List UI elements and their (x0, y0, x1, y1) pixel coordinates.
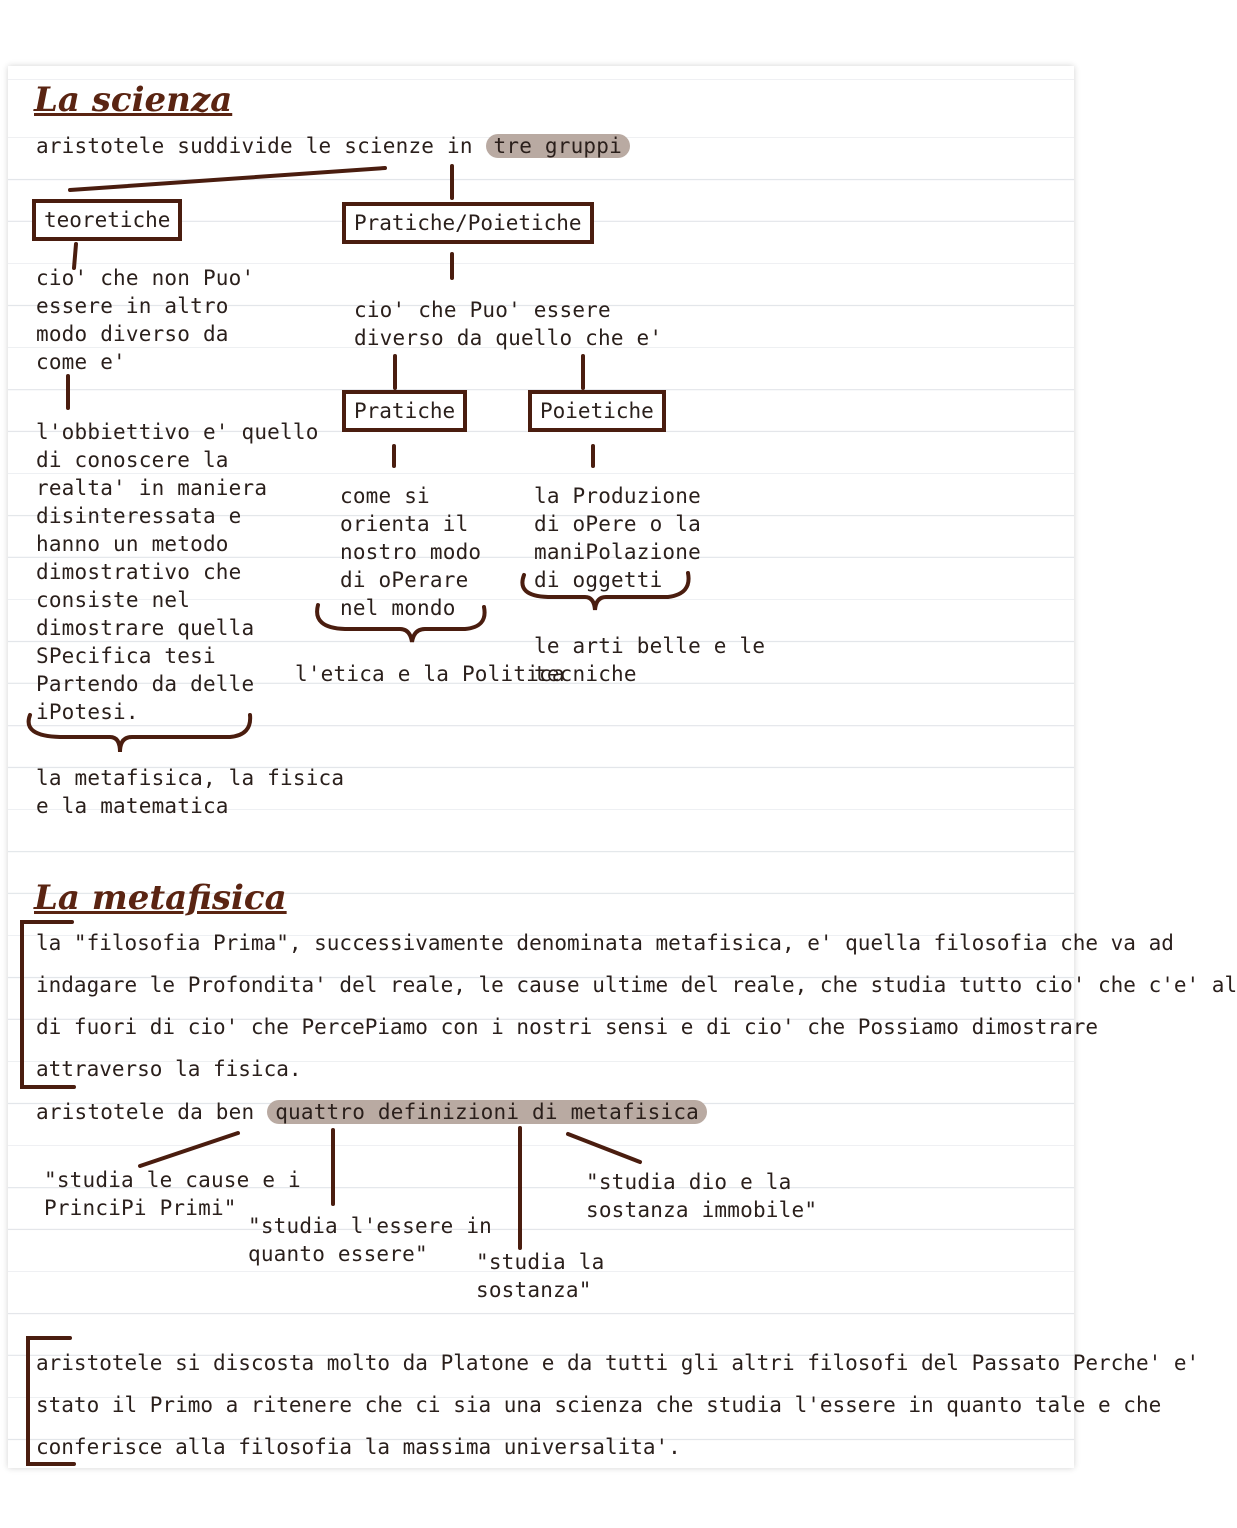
conclusion-line: stato il Primo a ritenere che ci sia una scienza che studia l'essere in quanto tale e che (36, 1393, 1162, 1417)
section-title-scienza: La scienza (34, 80, 233, 120)
definizione-cause: "studia le cause e i PrinciPi Primi" (44, 1168, 301, 1220)
teoretiche-obiettivo: l'obbiettivo e' quello di conoscere la realta' in maniera disinteressata e hanno un metodo dimostrativo che consiste nel dimostrare quella SPecifica tesi Partendo da delle iPotesi. (36, 420, 319, 724)
teoretiche-definition: cio' che non Puo' essere in altro modo diverso da come e' (36, 266, 255, 374)
definitions-highlight: quattro definizioni di metafisica (267, 1100, 707, 1124)
pratiche-poietiche-definition: cio' che Puo' essere diverso da quello che e' (354, 298, 663, 350)
box-poietiche: Poietiche (528, 390, 666, 432)
paragraph-line: di fuori di cio' che PercePiamo con i nostri sensi e di cio' che Possiamo dimostrare (36, 1015, 1099, 1039)
definizione-essere: "studia l'essere in quanto essere" (248, 1214, 493, 1266)
box-pratiche-poietiche: Pratiche/Poietiche (342, 202, 594, 244)
box-pratiche: Pratiche (342, 390, 467, 432)
definitions-intro: aristotele da ben (36, 1100, 268, 1124)
paragraph-line: la "filosofia Prima", successivamente denominata metafisica, e' quella filosofia che va ad (36, 931, 1174, 955)
poietiche-esempi: le arti belle e le tecniche (534, 634, 766, 686)
metafisica-paragraph (36, 922, 1237, 1090)
intro-highlight: tre gruppi (486, 134, 630, 158)
poietiche-definition: la Produzione di oPere o la maniPolazione di oggetti (534, 484, 701, 592)
intro-line (36, 132, 630, 160)
teoretiche-esempi: la metafisica, la fisica e la matematica (36, 766, 345, 818)
conclusion-paragraph (36, 1342, 1199, 1468)
definitions-line (36, 1098, 707, 1126)
pratiche-esempi: l'etica e la Politica (295, 662, 565, 686)
definizione-sostanza: "studia la sostanza" (476, 1250, 605, 1302)
paragraph-line: attraverso la fisica. (36, 1057, 302, 1081)
conclusion-line: aristotele si discosta molto da Platone e da tutti gli altri filosofi del Passato Perche' e' (36, 1351, 1200, 1375)
conclusion-line: conferisce alla filosofia la massima universalita'. (36, 1435, 681, 1459)
definizione-dio: "studia dio e la sostanza immobile" (586, 1170, 818, 1222)
pratiche-definition: come si orienta il nostro modo di oPerare nel mondo (340, 484, 482, 620)
intro-text: aristotele suddivide le scienze in (36, 134, 486, 158)
box-teoretiche: teoretiche (32, 199, 182, 241)
section-title-metafisica: La metafisica (34, 878, 287, 918)
paragraph-line: indagare le Profondita' del reale, le cause ultime del reale, che studia tutto cio' che c'e' al (36, 973, 1237, 997)
